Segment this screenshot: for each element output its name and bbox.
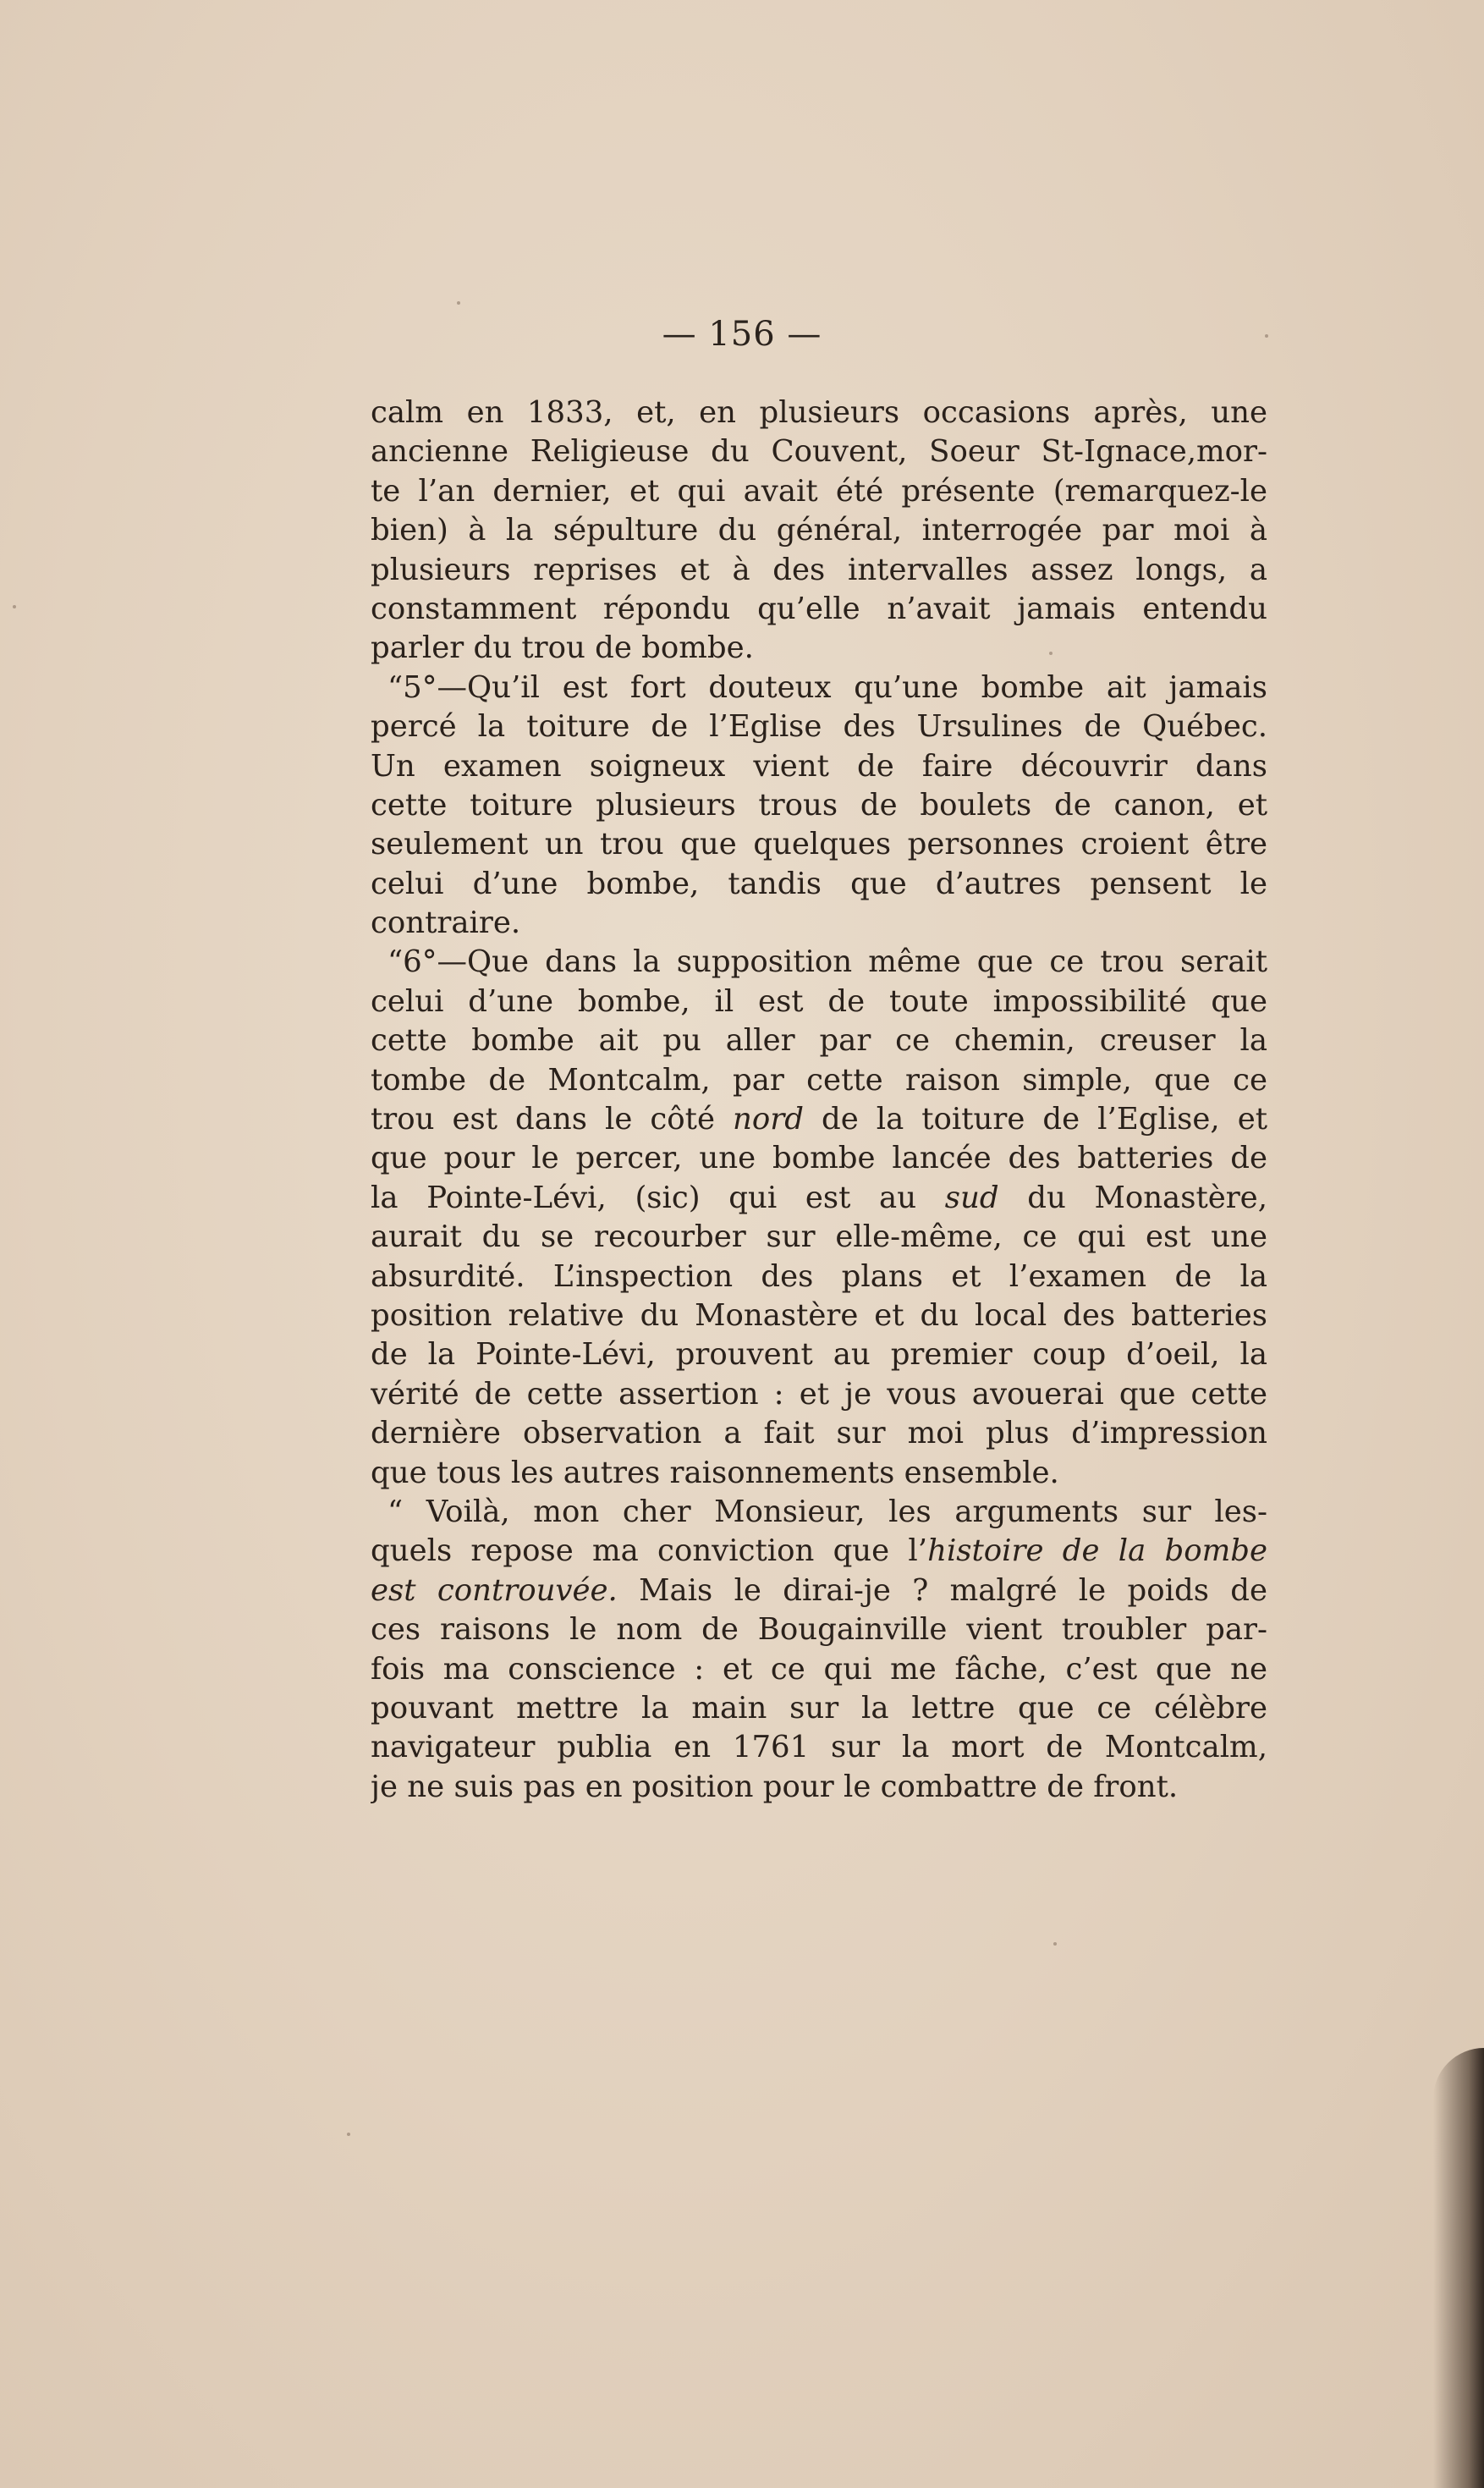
text-segment: te l’an dernier, et qui avait été présente (remarquez-le bbox=[371, 473, 1267, 509]
text-segment: “6°—Que dans la supposition même que ce trou serait bbox=[387, 944, 1267, 980]
text-segment: que tous les autres raisonnements ensemble. bbox=[371, 1455, 1059, 1490]
text-line bbox=[371, 1100, 1267, 1139]
text-line bbox=[371, 1650, 1267, 1689]
italic-text: nord bbox=[733, 1102, 804, 1137]
text-line bbox=[371, 1610, 1267, 1649]
text-segment: quels repose ma conviction que l’ bbox=[371, 1533, 928, 1569]
text-segment: que pour le percer, une bombe lancée des batteries de bbox=[371, 1141, 1267, 1176]
text-line bbox=[371, 669, 1267, 707]
text-segment: aurait du se recourber sur elle-même, ce qui est une bbox=[371, 1219, 1267, 1255]
text-segment: de la toiture de l’Eglise, et bbox=[803, 1102, 1267, 1137]
text-line bbox=[371, 629, 1267, 668]
text-segment: ces raisons le nom de Bougainville vient troubler par- bbox=[371, 1612, 1267, 1648]
text-segment: dernière observation a fait sur moi plus d’impression bbox=[371, 1416, 1267, 1451]
text-line bbox=[371, 747, 1267, 786]
text-line bbox=[371, 943, 1267, 982]
text-segment: calm en 1833, et, en plusieurs occasions après, une bbox=[371, 395, 1267, 430]
text-line bbox=[371, 786, 1267, 825]
text-segment: parler du trou de bombe. bbox=[371, 630, 754, 666]
paper-speck bbox=[1053, 1942, 1057, 1946]
text-line bbox=[371, 825, 1267, 864]
text-segment: trou est dans le côté bbox=[371, 1102, 733, 1137]
text-segment: cette bombe ait pu aller par ce chemin, creuser la bbox=[371, 1023, 1267, 1059]
italic-text: est controuvée. bbox=[371, 1572, 618, 1608]
text-segment: je ne suis pas en position pour le combattre de front. bbox=[371, 1769, 1179, 1804]
text-line bbox=[371, 1572, 1267, 1610]
text-line bbox=[371, 1728, 1267, 1767]
text-line bbox=[371, 865, 1267, 904]
text-line bbox=[371, 983, 1267, 1021]
text-segment: du Monastère, bbox=[998, 1180, 1267, 1215]
text-segment: ancienne Religieuse du Couvent, Soeur St-Ignace,mor- bbox=[371, 434, 1267, 470]
text-segment: Mais le dirai-je ? malgré le poids de bbox=[617, 1572, 1267, 1608]
text-line bbox=[371, 1493, 1267, 1532]
text-line bbox=[371, 904, 1267, 943]
page-edge-shadow bbox=[1433, 2048, 1484, 2488]
text-line bbox=[371, 432, 1267, 471]
text-segment: constamment répondu qu’elle n’avait jamais entendu bbox=[371, 591, 1267, 626]
text-segment: tombe de Montcalm, par cette raison simple, que ce bbox=[371, 1062, 1267, 1098]
text-segment: “ Voilà, mon cher Monsieur, les arguments sur les- bbox=[387, 1494, 1267, 1529]
text-line bbox=[371, 1218, 1267, 1257]
text-segment: absurdité. L’inspection des plans et l’examen de la bbox=[371, 1258, 1267, 1294]
page-number: — 156 — bbox=[662, 315, 822, 354]
text-line bbox=[371, 1454, 1267, 1493]
text-segment: cette toiture plusieurs trous de boulets de canon, et bbox=[371, 787, 1267, 823]
text-line bbox=[371, 1375, 1267, 1414]
text-line bbox=[371, 1296, 1267, 1335]
text-line bbox=[371, 1532, 1267, 1571]
paper-speck bbox=[347, 2133, 350, 2136]
text-segment: de la Pointe-Lévi, prouvent au premier coup d’oeil, la bbox=[371, 1337, 1267, 1373]
text-line bbox=[371, 1768, 1267, 1807]
text-segment: vérité de cette assertion : et je vous avouerai que cette bbox=[371, 1376, 1267, 1412]
text-line bbox=[371, 1139, 1267, 1178]
text-segment: bien) à la sépulture du général, interrogée par moi à bbox=[371, 513, 1267, 548]
paper-speck bbox=[457, 301, 460, 305]
text-segment: la Pointe-Lévi, (sic) qui est au bbox=[371, 1180, 945, 1215]
text-segment: contraire. bbox=[371, 905, 521, 941]
text-segment: pouvant mettre la main sur la lettre que ce célèbre bbox=[371, 1690, 1267, 1726]
text-line bbox=[371, 1021, 1267, 1060]
text-segment: position relative du Monastère et du local des batteries bbox=[371, 1297, 1267, 1333]
text-line bbox=[371, 590, 1267, 629]
text-line bbox=[371, 707, 1267, 746]
italic-text: sud bbox=[944, 1180, 999, 1215]
text-line bbox=[371, 1689, 1267, 1728]
body-text bbox=[371, 394, 1267, 1807]
text-line bbox=[371, 511, 1267, 550]
italic-text: histoire de la bombe bbox=[927, 1533, 1267, 1569]
text-line bbox=[371, 1414, 1267, 1453]
text-line bbox=[371, 551, 1267, 590]
text-line bbox=[371, 1179, 1267, 1218]
text-segment: Un examen soigneux vient de faire découvrir dans bbox=[371, 748, 1267, 784]
text-segment: navigateur publia en 1761 sur la mort de Montcalm, bbox=[371, 1730, 1267, 1765]
text-line bbox=[371, 1258, 1267, 1296]
text-segment: “5°—Qu’il est fort douteux qu’une bombe ait jamais bbox=[387, 669, 1267, 705]
text-segment: fois ma conscience : et ce qui me fâche, c’est que ne bbox=[371, 1651, 1267, 1687]
text-segment: celui d’une bombe, il est de toute impossibilité que bbox=[371, 983, 1267, 1019]
text-line bbox=[371, 1335, 1267, 1374]
text-line bbox=[371, 1061, 1267, 1100]
text-segment: percé la toiture de l’Eglise des Ursulines de Québec. bbox=[371, 709, 1267, 745]
text-segment: seulement un trou que quelques personnes croient être bbox=[371, 827, 1267, 862]
text-segment: celui d’une bombe, tandis que d’autres pensent le bbox=[371, 866, 1267, 901]
text-segment: plusieurs reprises et à des intervalles assez longs, a bbox=[371, 552, 1267, 587]
text-line bbox=[371, 394, 1267, 432]
paper-speck bbox=[13, 605, 16, 608]
text-line bbox=[371, 472, 1267, 511]
